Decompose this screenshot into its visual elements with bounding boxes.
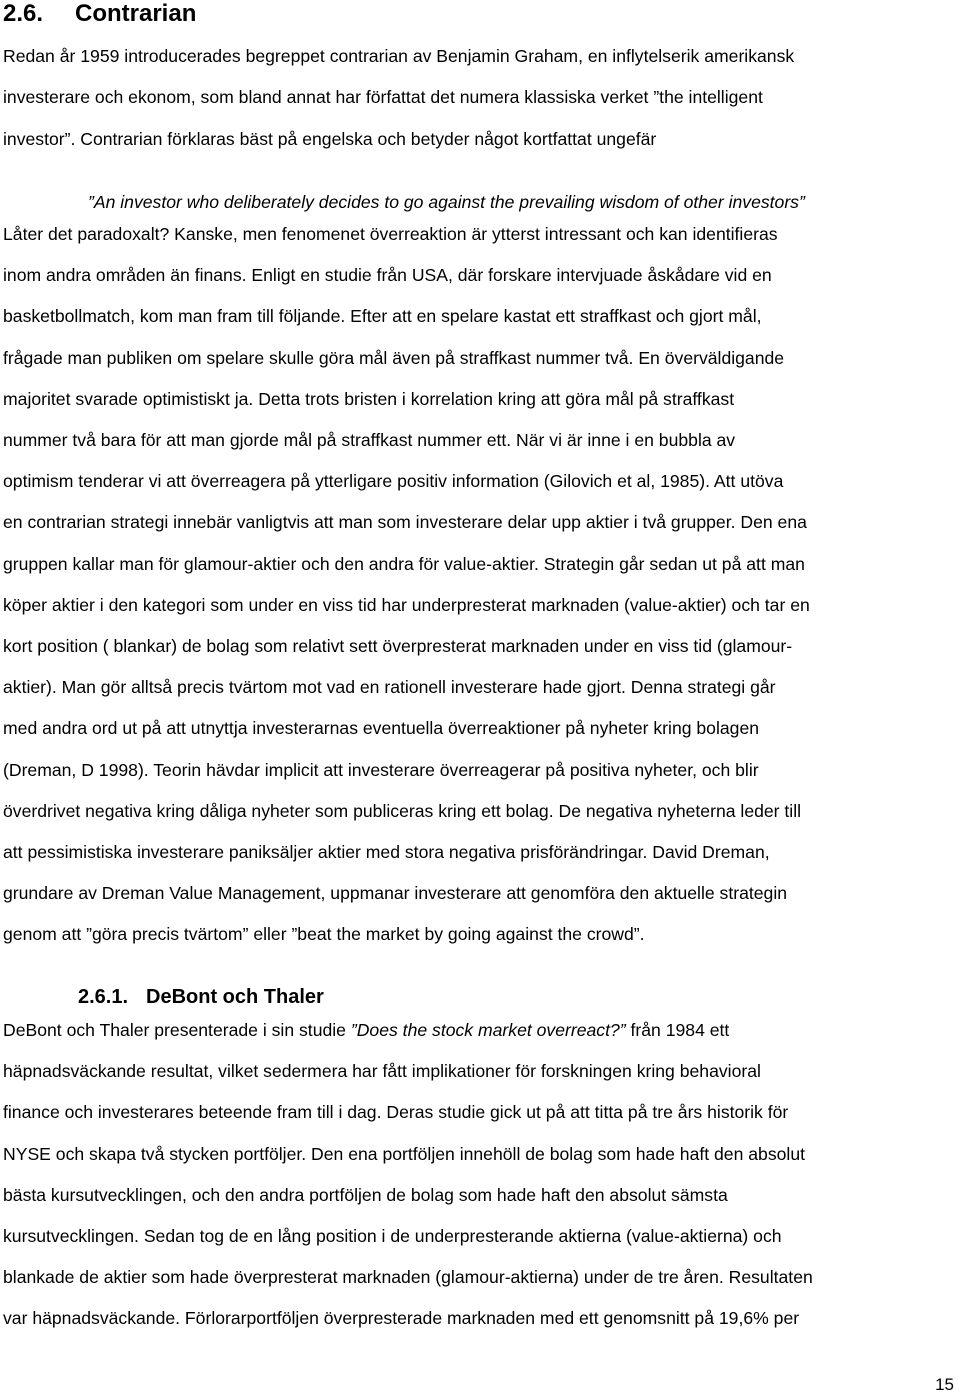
text-line: inom andra områden än finans. Enligt en studie från USA, där forskare intervjuade åskådare vid en (3, 265, 772, 286)
text-line: gruppen kallar man för glamour-aktier och den andra för value-aktier. Strategin går sedan ut på att man (3, 553, 805, 574)
text-line: köper aktier i den kategori som under en viss tid har underpresterat marknaden (value-aktier) och tar en (3, 594, 810, 615)
section-number: 2.6. (3, 0, 44, 27)
text-line: överdrivet negativa kring dåliga nyheter som publiceras kring ett bolag. De negativa nyheterna leder till (3, 800, 802, 821)
text-line (3, 1010, 958, 1051)
page-number: 15 (935, 1375, 954, 1394)
definition-quote: ”An investor who deliberately decides to go against the prevailing wisdom of other investors” (88, 191, 805, 212)
text-line: bästa kursutvecklingen, och den andra portföljen de bolag som hade haft den absolut sämsta (3, 1184, 728, 1205)
subsection-paragraph (3, 1010, 958, 1340)
text-line: aktier). Man gör alltså precis tvärtom mot vad en rationell investerare hade gjort. Denna strategi går (3, 677, 776, 698)
text-line: (Dreman, D 1998). Teorin hävdar implicit att investerare överreagerar på positiva nyheter, och blir (3, 759, 759, 780)
text-line: finance och investerares beteende fram till i dag. Deras studie gick ut på att titta på tre års historik för (3, 1102, 789, 1123)
subsection-number: 2.6.1. (78, 986, 129, 1008)
text-line: med andra ord ut på att utnyttja investerarnas eventuella överreaktioner på nyheter kring bolagen (3, 718, 760, 739)
text-line: optimism tenderar vi att överreagera på ytterligare positiv information (Gilovich et al, 1985). Att utöva (3, 471, 784, 492)
intro-paragraph (3, 36, 958, 160)
text-line: Redan år 1959 introducerades begreppet contrarian av Benjamin Graham, en inflytelserik amerikansk (3, 46, 795, 66)
text-line: basketbollmatch, kom man fram till följande. Efter att en spelare kastat ett straffkast och gjort mål, (3, 306, 762, 327)
text-line: genom att ”göra precis tvärtom” eller ”beat the market by going against the crowd”. (3, 924, 645, 945)
text-line: kort position ( blankar) de bolag som relativt sett överpresterat marknaden under en viss tid (glamour- (3, 636, 793, 657)
text-line: nummer två bara för att man gjorde mål på straffkast nummer ett. När vi är inne i en bubbla av (3, 430, 736, 451)
text-line: Låter det paradoxalt? Kanske, men fenomenet överreaktion är ytterst intressant och kan identifieras (3, 224, 778, 244)
section-title: Contrarian (75, 0, 197, 27)
text-line: NYSE och skapa två stycken portföljer. Den ena portföljen innehöll de bolag som hade haft den absolut (3, 1143, 806, 1164)
study-title: ”Does the stock market overreact?” (350, 1020, 626, 1040)
text-line: kursutvecklingen. Sedan tog de en lång position i de underpresterande aktierna (value-aktierna) och (3, 1226, 782, 1247)
section-heading (3, 0, 196, 28)
text-line: majoritet svarade optimistiskt ja. Detta trots bristen i korrelation kring att göra mål på straffkast (3, 388, 735, 409)
text-line: blankade de aktier som hade överpresterat marknaden (glamour-aktierna) under de tre åren. Resultaten (3, 1267, 813, 1288)
text-run: från 1984 ett (625, 1020, 730, 1040)
subsection-heading (78, 985, 324, 1009)
text-line: var häpnadsväckande. Förlorarportföljen överpresterade marknaden med ett genomsnitt på 19,6% per (3, 1308, 800, 1329)
text-line: investerare och ekonom, som bland annat har författat det numera klassiska verket ”the intelligent (3, 87, 763, 108)
text-line: en contrarian strategi innebär vanligtvis att man som investerare delar upp aktier i två grupper. Den ena (3, 512, 807, 533)
text-run: DeBont och Thaler presenterade i sin studie (3, 1020, 351, 1040)
subsection-title: DeBont och Thaler (146, 986, 324, 1008)
text-line: att pessimistiska investerare paniksäljer aktier med stora negativa prisförändringar. David Dreman, (3, 842, 770, 863)
text-line: investor”. Contrarian förklaras bäst på engelska och betyder något kortfattat ungefär (3, 128, 657, 149)
text-line: frågade man publiken om spelare skulle göra mål även på straffkast nummer två. En överväldigande (3, 347, 785, 368)
body-paragraph (3, 214, 958, 956)
text-line: grundare av Dreman Value Management, uppmanar investerare att genomföra den aktuelle strategin (3, 883, 788, 904)
text-line: häpnadsväckande resultat, vilket sedermera har fått implikationer för forskningen kring behavioral (3, 1061, 761, 1082)
